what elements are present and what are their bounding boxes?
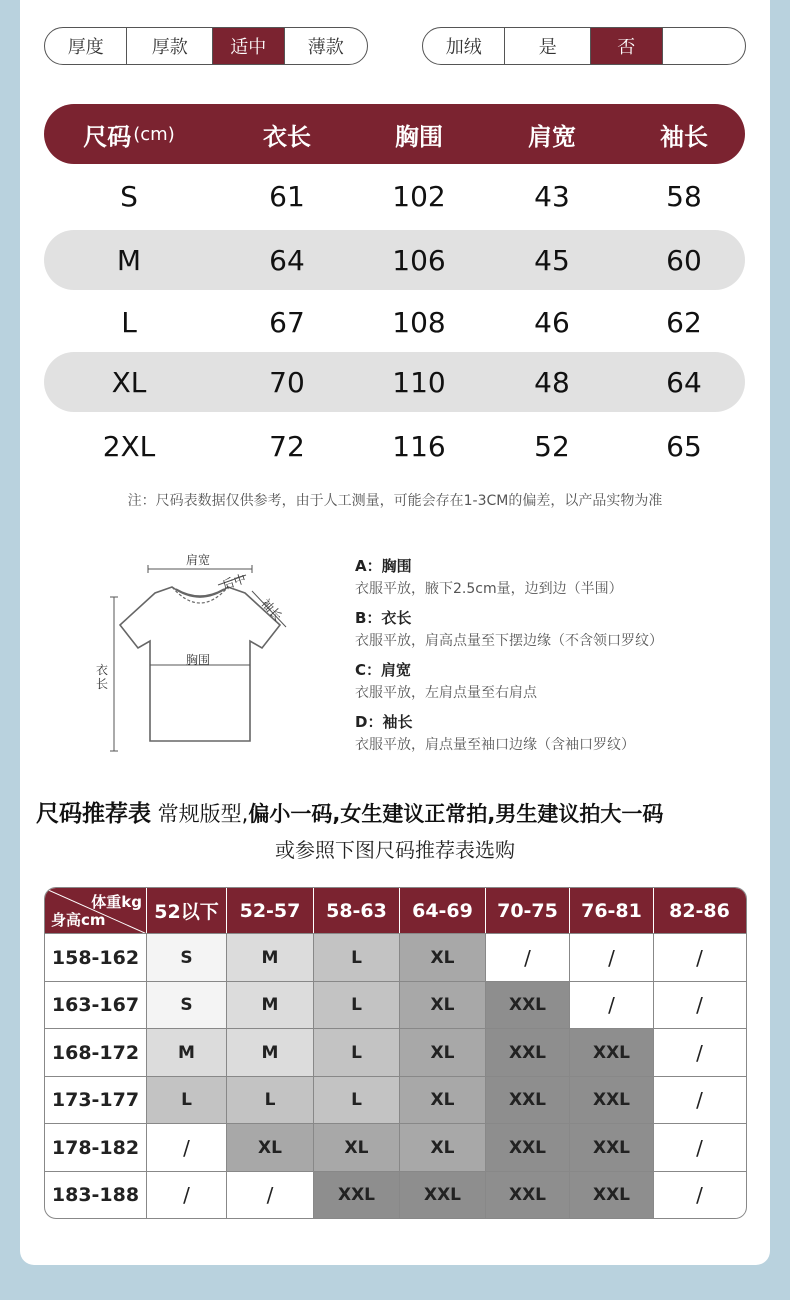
size-cell-size: S xyxy=(120,179,138,213)
size-cell-sleeve: 65 xyxy=(666,429,702,463)
recommend-size-cell: XL xyxy=(226,1124,313,1171)
size-cell-chest: 110 xyxy=(392,365,446,399)
recommend-title-fit: 常规版型, xyxy=(151,802,249,826)
diagram-label-shoulder: 肩宽 xyxy=(186,553,211,567)
size-cell-size: 2XL xyxy=(102,429,156,463)
fleece-option-no: 否 xyxy=(590,28,662,64)
recommend-size-cell: XL xyxy=(399,1077,485,1124)
recommend-row xyxy=(45,1123,746,1171)
recommend-size-cell: XXL xyxy=(569,1077,653,1124)
recommend-size-cell: / xyxy=(653,934,745,981)
size-header-sleeve: 袖长 xyxy=(660,122,708,151)
measurement-diagram xyxy=(96,545,310,760)
size-cell-shoulder: 45 xyxy=(534,243,570,277)
recommend-size-cell: / xyxy=(226,1172,313,1219)
recommend-size-cell: L xyxy=(313,1077,399,1124)
recommend-size-cell: / xyxy=(485,934,569,981)
size-cell-length: 72 xyxy=(269,429,305,463)
size-cell-size: M xyxy=(116,243,142,277)
recommend-size-cell: S xyxy=(146,934,226,981)
recommend-size-cell: / xyxy=(653,1124,745,1171)
size-header-chest: 胸围 xyxy=(395,122,443,151)
size-header-size: 尺码 (cm) xyxy=(83,122,175,151)
recommend-size-cell: / xyxy=(146,1172,226,1219)
weight-header: 64-69 xyxy=(399,888,485,933)
measure-sleeve-desc: 衣服平放，肩点量至袖口边缘（含袖口罗纹） xyxy=(355,737,635,753)
recommend-size-cell: / xyxy=(569,934,653,981)
recommend-size-cell: / xyxy=(653,1172,745,1219)
size-cell-length: 70 xyxy=(269,365,305,399)
recommend-size-cell: / xyxy=(569,982,653,1029)
size-cell-sleeve: 58 xyxy=(666,179,702,213)
weight-header: 76-81 xyxy=(569,888,653,933)
recommend-size-cell: XL xyxy=(399,1124,485,1171)
recommend-row xyxy=(45,933,746,981)
size-table-row xyxy=(44,352,745,412)
measure-chest-title: A：胸围 xyxy=(355,557,412,575)
recommend-title-advice: 偏小一码,女生建议正常拍,男生建议拍大一码 xyxy=(248,802,664,826)
recommend-row xyxy=(45,1171,746,1219)
recommend-row xyxy=(45,981,746,1029)
height-label: 183-188 xyxy=(51,1184,140,1206)
recommend-size-cell: / xyxy=(653,1029,745,1076)
fleece-selector xyxy=(422,27,746,65)
size-table-row xyxy=(44,292,745,352)
diagram-label-length: 衣长 xyxy=(96,663,109,691)
recommend-size-cell: M xyxy=(226,982,313,1029)
recommend-size-cell: S xyxy=(146,982,226,1029)
recommend-size-cell: / xyxy=(653,1077,745,1124)
thickness-option-medium: 适中 xyxy=(212,28,284,64)
recommend-size-cell: XXL xyxy=(485,1029,569,1076)
measure-chest-desc: 衣服平放，腋下2.5cm量，边到边（半围） xyxy=(355,581,623,597)
size-header-unit: (cm) xyxy=(133,123,175,145)
recommend-row xyxy=(45,1028,746,1076)
weight-header: 58-63 xyxy=(313,888,399,933)
recommend-size-cell: XXL xyxy=(399,1172,485,1219)
size-header-length: 衣长 xyxy=(263,122,311,151)
recommend-size-cell: L xyxy=(226,1077,313,1124)
recommend-size-cell: XL xyxy=(399,982,485,1029)
recommend-size-cell: L xyxy=(146,1077,226,1124)
recommend-row xyxy=(45,1076,746,1124)
size-cell-size: L xyxy=(121,305,137,339)
size-cell-chest: 102 xyxy=(392,179,446,213)
height-label: 163-167 xyxy=(51,994,140,1016)
fleece-option-yes: 是 xyxy=(504,28,589,64)
weight-header: 82-86 xyxy=(653,888,745,933)
recommend-size-cell: XXL xyxy=(569,1172,653,1219)
corner-weight-label: 体重kg xyxy=(91,893,142,911)
recommend-size-cell: XL xyxy=(313,1124,399,1171)
size-header-shoulder: 肩宽 xyxy=(528,122,576,151)
size-cell-shoulder: 43 xyxy=(534,179,570,213)
recommend-size-cell: XL xyxy=(399,1029,485,1076)
corner-height-label: 身高cm xyxy=(51,911,106,929)
height-label: 178-182 xyxy=(51,1136,140,1159)
measure-shoulder-title: C：肩宽 xyxy=(355,661,412,679)
size-cell-length: 64 xyxy=(269,243,305,277)
size-cell-chest: 108 xyxy=(392,305,446,339)
measure-shoulder-desc: 衣服平放，左肩点量至右肩点 xyxy=(355,685,537,701)
height-label: 168-172 xyxy=(51,1041,140,1064)
size-table-row xyxy=(44,230,745,290)
recommend-size-cell: L xyxy=(313,982,399,1029)
size-cell-chest: 106 xyxy=(392,243,446,277)
thickness-label: 厚度 xyxy=(67,37,104,58)
recommend-size-cell: L xyxy=(313,1029,399,1076)
diagram-label-chest: 胸围 xyxy=(186,653,211,667)
size-cell-shoulder: 48 xyxy=(534,365,570,399)
size-cell-length: 61 xyxy=(269,179,305,213)
measurement-descriptions xyxy=(355,555,735,763)
size-table-header xyxy=(44,104,745,164)
thickness-option-thick: 厚款 xyxy=(126,28,211,64)
height-label: 173-177 xyxy=(51,1089,140,1111)
weight-header: 70-75 xyxy=(485,888,569,933)
recommend-table xyxy=(44,887,747,1219)
diagram-label-back: 后中 xyxy=(220,571,248,593)
recommend-size-cell: XXL xyxy=(485,1172,569,1219)
weight-header: 52-57 xyxy=(226,888,313,933)
size-cell-size: XL xyxy=(111,365,147,399)
size-cell-length: 67 xyxy=(269,305,305,339)
recommend-size-cell: XXL xyxy=(569,1124,653,1171)
diagram-label-sleeve: 袖长 xyxy=(258,596,285,624)
recommend-size-cell: XL xyxy=(399,934,485,981)
recommend-size-cell: M xyxy=(226,1029,313,1076)
measure-length-title: B：衣长 xyxy=(355,609,412,627)
size-cell-shoulder: 46 xyxy=(534,305,570,339)
recommend-size-cell: XXL xyxy=(569,1029,653,1076)
weight-header: 52以下 xyxy=(146,888,226,933)
height-label: 158-162 xyxy=(51,946,140,969)
recommend-size-cell: / xyxy=(653,982,745,1029)
thickness-selector xyxy=(44,27,368,65)
size-cell-sleeve: 62 xyxy=(666,305,702,339)
thickness-option-thin: 薄款 xyxy=(284,28,367,64)
size-cell-shoulder: 52 xyxy=(534,429,570,463)
size-table-row xyxy=(44,166,745,226)
recommend-size-cell: XXL xyxy=(485,1124,569,1171)
recommend-size-cell: / xyxy=(146,1124,226,1171)
size-cell-sleeve: 60 xyxy=(666,243,702,277)
recommend-table-corner xyxy=(45,888,146,933)
recommend-subtitle: 或参照下图尺码推荐表选购 xyxy=(275,838,515,862)
recommend-table-header xyxy=(45,888,746,933)
size-table-row xyxy=(44,416,745,476)
fleece-label: 加绒 xyxy=(445,37,482,58)
recommend-size-cell: XXL xyxy=(485,1077,569,1124)
recommend-title: 尺码推荐表 常规版型,偏小一码,女生建议正常拍,男生建议拍大一码 xyxy=(36,801,664,827)
recommend-size-cell: XXL xyxy=(485,982,569,1029)
size-note: 注：尺码表数据仅供参考，由于人工测量，可能会存在1-3CM的偏差，以产品实物为准 xyxy=(127,493,663,509)
measure-length-desc: 衣服平放，肩高点量至下摆边缘（不含领口罗纹） xyxy=(355,633,663,649)
recommend-size-cell: M xyxy=(146,1029,226,1076)
size-cell-sleeve: 64 xyxy=(666,365,702,399)
measure-sleeve-title: D：袖长 xyxy=(355,713,413,731)
fleece-option-empty xyxy=(662,28,745,64)
recommend-size-cell: XXL xyxy=(313,1172,399,1219)
recommend-size-cell: L xyxy=(313,934,399,981)
size-cell-chest: 116 xyxy=(392,429,446,463)
recommend-size-cell: M xyxy=(226,934,313,981)
